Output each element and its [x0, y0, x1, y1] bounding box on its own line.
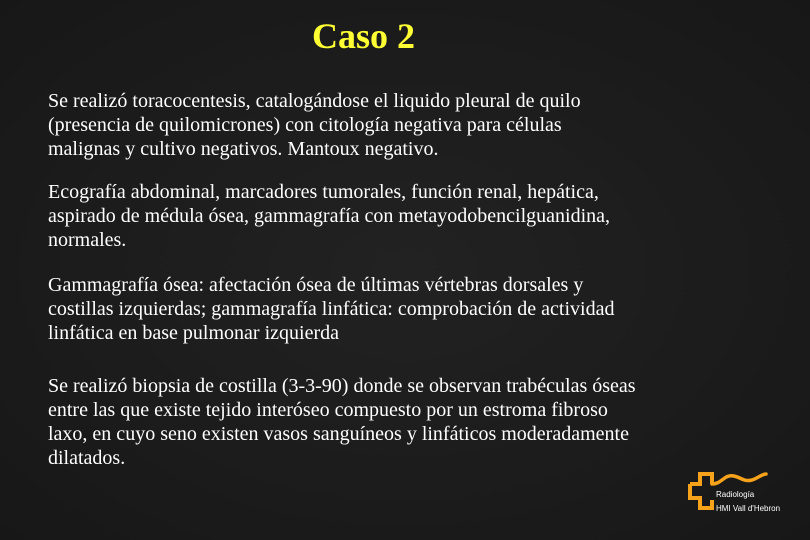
- paragraph-rib-biopsy: [48, 374, 788, 470]
- logo-text-hospital: HMI Vall d'Hebron: [716, 504, 781, 513]
- hospital-logo: [688, 470, 806, 536]
- paragraph-line: aspirado de médula ósea, gammagrafía con metayodobencilguanidina,: [48, 205, 611, 227]
- paragraph-line: Se realizó biopsia de costilla (3-3-90) donde se observan trabéculas óseas: [48, 375, 636, 397]
- paragraph-bone-scan: [48, 273, 788, 345]
- paragraph-line: normales.: [48, 229, 127, 251]
- paragraph-abdominal-ultrasound: [48, 180, 788, 252]
- paragraph-line: laxo, en cuyo seno existen vasos sanguíneos y linfáticos moderadamente: [48, 423, 629, 445]
- paragraph-line: dilatados.: [48, 447, 126, 469]
- paragraph-line: entre las que existe tejido interóseo compuesto por un estroma fibroso: [48, 399, 608, 421]
- paragraph-line: linfática en base pulmonar izquierda: [48, 322, 339, 344]
- slide-title: Caso 2: [312, 16, 416, 56]
- paragraph-line: malignas y cultivo negativos. Mantoux negativo.: [48, 138, 439, 160]
- paragraph-line: Se realizó toracocentesis, catalogándose el liquido pleural de quilo: [48, 90, 581, 112]
- paragraph-line: costillas izquierdas; gammagrafía linfática: comprobación de actividad: [48, 298, 615, 320]
- paragraph-line: (presencia de quilomicrones) con citología negativa para células: [48, 114, 562, 136]
- paragraph-line: Ecografía abdominal, marcadores tumorales, función renal, hepática,: [48, 181, 599, 203]
- logo-text-department: Radiología: [716, 490, 755, 499]
- paragraph-line: Gammagrafía ósea: afectación ósea de últimas vértebras dorsales y: [48, 274, 584, 296]
- paragraph-thoracentesis: [48, 89, 788, 161]
